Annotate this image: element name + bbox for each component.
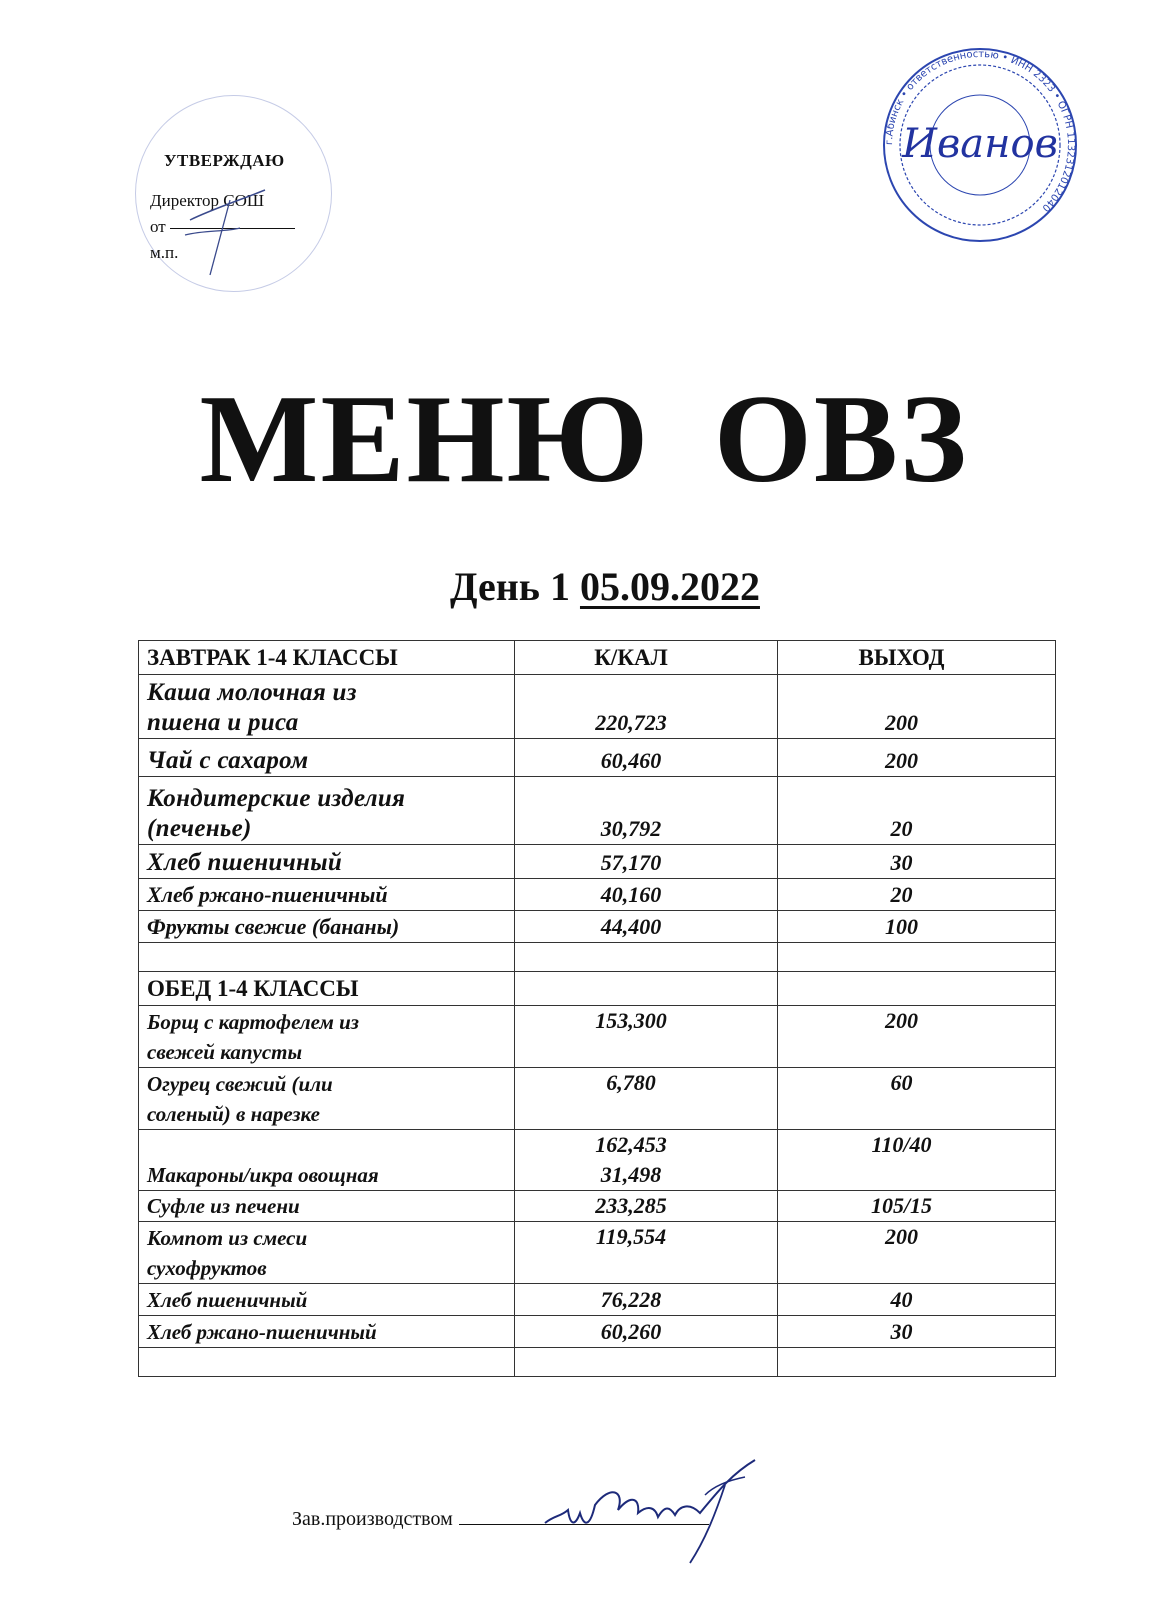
empty-cell	[139, 1348, 515, 1377]
approval-from-label: от	[150, 217, 166, 236]
table-row	[139, 739, 1056, 777]
header-meal: ЗАВТРАК 1-4 КЛАССЫ	[139, 641, 515, 675]
dish-output: 30	[778, 1316, 1056, 1348]
table-row	[139, 777, 1056, 845]
dish-name: Каша молочная из пшена и риса	[139, 675, 515, 739]
table-row	[139, 1284, 1056, 1316]
empty-cell	[778, 943, 1056, 972]
empty-row	[139, 1348, 1056, 1377]
dish-kcal: 44,400	[515, 911, 778, 943]
empty-cell	[139, 943, 515, 972]
dish-kcal: 220,723	[515, 675, 778, 739]
section-row	[139, 972, 1056, 1006]
footer-label: Зав.производством	[292, 1508, 453, 1530]
dish-kcal: 57,170	[515, 845, 778, 879]
stamp-ring-text: г.Абинск • ответственностью • ИНН 2323 • ОГРН 1132312012040	[883, 48, 1077, 214]
dish-kcal: 40,160	[515, 879, 778, 911]
dish-name: Хлеб пшеничный	[139, 845, 515, 879]
menu-table	[138, 640, 1056, 1377]
dish-kcal: 119,554	[515, 1222, 778, 1284]
dish-kcal: 30,792	[515, 777, 778, 845]
table-row	[139, 1222, 1056, 1284]
table-row	[139, 675, 1056, 739]
dish-kcal: 60,460	[515, 739, 778, 777]
dish-name: Борщ с картофелем из свежей капусты	[139, 1006, 515, 1068]
page-title: МЕНЮ ОВЗ	[199, 370, 969, 509]
empty-cell	[515, 972, 778, 1006]
stamp-signature: Иванов	[902, 121, 1058, 167]
day-heading	[450, 563, 760, 610]
table-row	[139, 879, 1056, 911]
approval-title: УТВЕРЖДАЮ	[164, 151, 285, 170]
header-kcal: К/КАЛ	[515, 641, 778, 675]
section-lunch: ОБЕД 1-4 КЛАССЫ	[139, 972, 515, 1006]
empty-cell	[778, 972, 1056, 1006]
director-signature	[170, 180, 280, 280]
dish-output: 105/15	[778, 1191, 1056, 1222]
empty-row	[139, 943, 1056, 972]
day-label: День 1	[450, 564, 570, 609]
dish-output: 200	[778, 1222, 1056, 1284]
dish-name: Хлеб ржано-пшеничный	[139, 1316, 515, 1348]
dish-kcal: 60,260	[515, 1316, 778, 1348]
approval-position: Директор СОШ	[150, 191, 264, 210]
empty-cell	[515, 1348, 778, 1377]
table-row	[139, 1316, 1056, 1348]
dish-kcal: 153,300	[515, 1006, 778, 1068]
dish-name: Хлеб ржано-пшеничный	[139, 879, 515, 911]
dish-output: 100	[778, 911, 1056, 943]
day-date: 05.09.2022	[579, 564, 760, 609]
table-row	[139, 845, 1056, 879]
dish-kcal: 76,228	[515, 1284, 778, 1316]
dish-kcal: 6,780	[515, 1068, 778, 1130]
dish-output: 20	[778, 777, 1056, 845]
dish-output: 60	[778, 1068, 1056, 1130]
table-row	[139, 911, 1056, 943]
dish-name: Хлеб пшеничный	[139, 1284, 515, 1316]
dish-output: 40	[778, 1284, 1056, 1316]
table-row	[139, 1130, 1056, 1191]
dish-output: 200	[778, 739, 1056, 777]
empty-cell	[778, 1348, 1056, 1377]
table-header-row	[139, 641, 1056, 675]
dish-output: 20	[778, 879, 1056, 911]
dish-output: 200	[778, 1006, 1056, 1068]
dish-kcal: 162,453 31,498	[515, 1130, 778, 1191]
dish-name: Огурец свежий (или соленый) в нарезке	[139, 1068, 515, 1130]
dish-output: 200	[778, 675, 1056, 739]
table-row	[139, 1068, 1056, 1130]
approval-seal-label: м.п.	[150, 243, 179, 262]
dish-name: Фрукты свежие (бананы)	[139, 911, 515, 943]
empty-cell	[515, 943, 778, 972]
dish-output: 110/40	[778, 1130, 1056, 1191]
table-row	[139, 1191, 1056, 1222]
dish-name: Кондитерские изделия (печенье)	[139, 777, 515, 845]
manager-signature	[540, 1455, 780, 1565]
table-row	[139, 1006, 1056, 1068]
organization-stamp	[880, 45, 1080, 245]
dish-name: Макароны/икра овощная	[139, 1130, 515, 1191]
dish-kcal: 233,285	[515, 1191, 778, 1222]
dish-output: 30	[778, 845, 1056, 879]
dish-name: Компот из смеси сухофруктов	[139, 1222, 515, 1284]
dish-name: Суфле из печени	[139, 1191, 515, 1222]
dish-name: Чай с сахаром	[139, 739, 515, 777]
header-output: ВЫХОД	[778, 641, 1056, 675]
